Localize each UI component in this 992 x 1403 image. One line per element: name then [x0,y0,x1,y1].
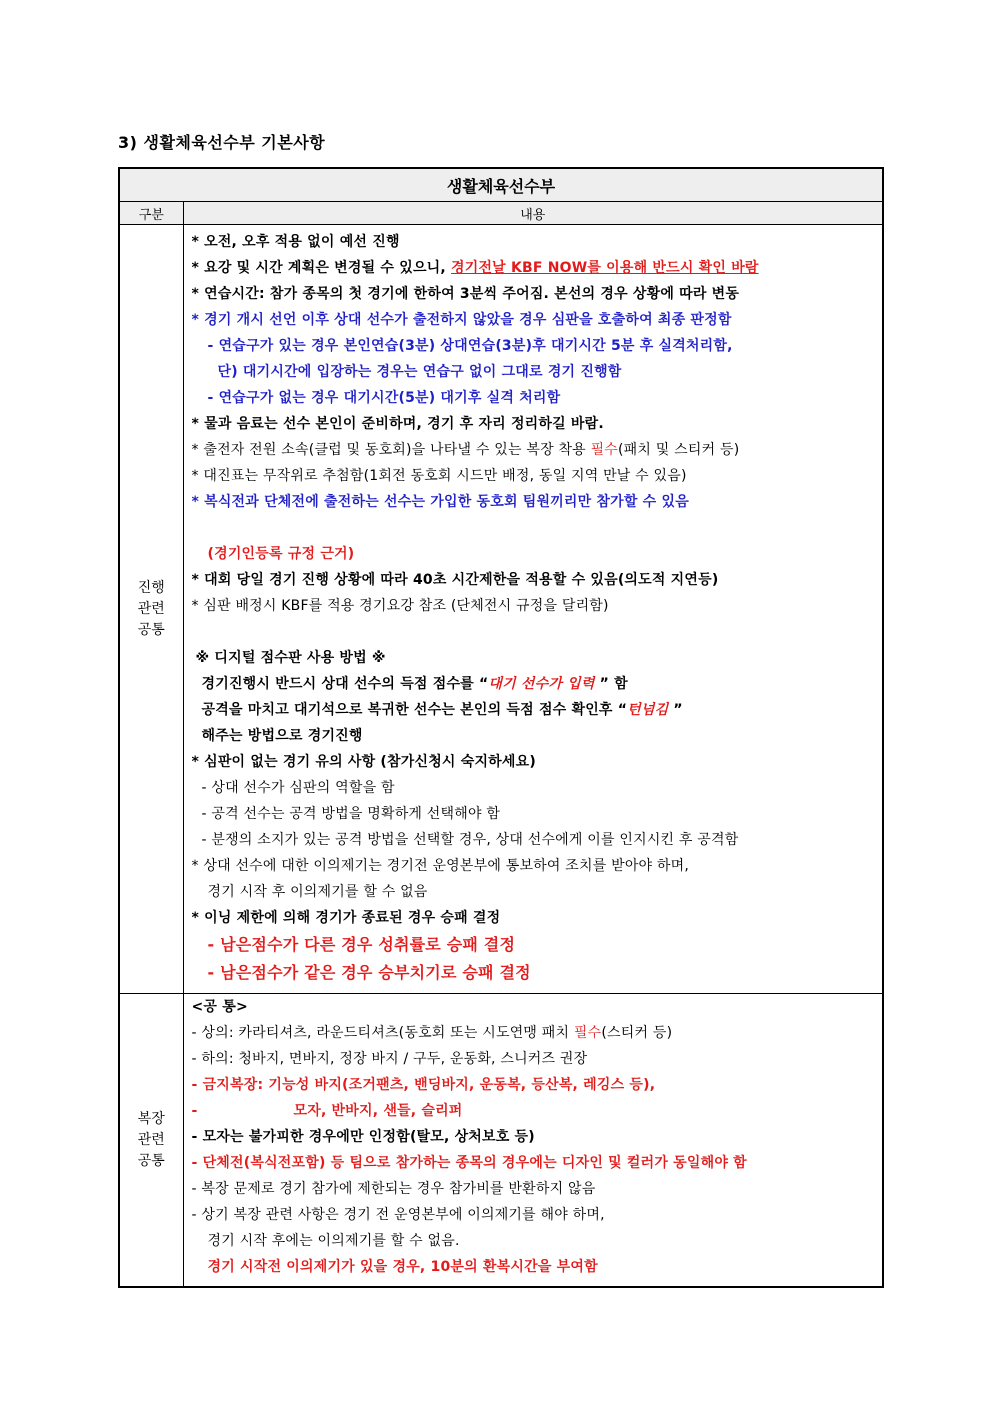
rule-line: - 하의: 청바지, 면바지, 정장 바지 / 구두, 운동화, 스니커즈 권장 [191,1051,588,1067]
rules-table [118,167,884,1288]
rule-line: * 이닝 제한에 의해 경기가 종료된 경우 승패 결정 [191,910,501,926]
scoreboard-heading: ※ 디지털 점수판 사용 방법 ※ [195,650,386,666]
rule-line: * 복식전과 단체전에 출전하는 선수는 가입한 동호회 팀원끼리만 참가할 수 있음 [191,494,689,510]
rule-line: - 복장 문제로 경기 참가에 제한되는 경우 참가비를 반환하지 않음 [191,1181,596,1197]
rule-line: 경기 시작 후에는 이의제기를 할 수 없음. [207,1233,460,1249]
category-progress: 진행 관련 공통 [119,225,183,994]
rule-line: 경기 시작전 이의제기가 있을 경우, 10분의 환복시간을 부여함 [207,1259,598,1275]
rule-line: - 모자, 반바지, 샌들, 슬리퍼 [191,1103,463,1119]
rule-line: - 모자는 불가피한 경우에만 인정함(탈모, 상처보호 등) [191,1129,535,1145]
rule-line: * 대회 당일 경기 진행 상황에 따라 40초 시간제한을 적용할 수 있음(의도적 지연등) [191,572,719,588]
rule-line: * 연습시간: 참가 종목의 첫 경기에 한하여 3분씩 주어짐. 본선의 경우 상황에 따라 변동 [191,286,740,302]
rule-line: * 대진표는 무작위로 추첨함(1회전 동호회 시드만 배정, 동일 지역 만날 수 있음) [191,468,687,484]
rule-line: 공격을 마치고 대기석으로 복귀한 선수는 본인의 득점 점수 확인후 “턴넘김 ” [201,702,683,718]
rule-line: - 상대 선수가 심판의 역할을 함 [201,780,395,796]
rule-line: <공 통> [191,999,248,1015]
rule-line: - 남은점수가 같은 경우 승부치기로 승패 결정 [207,963,531,982]
section-heading: 3) 생활체육선수부 기본사항 [118,133,326,152]
rule-line: - 남은점수가 다른 경우 성취률로 승패 결정 [207,935,516,954]
rule-line: * 물과 음료는 선수 본인이 준비하며, 경기 후 자리 정리하길 바람. [191,416,604,432]
rule-line: - 상기 복장 관련 사항은 경기 전 운영본부에 이의제기를 해야 하며, [191,1207,605,1223]
rule-line: (경기인등록 규정 근거) [207,546,355,562]
rule-line: * 출전자 전원 소속(클럽 및 동호회)을 나타낼 수 있는 복장 착용 필수(패치 및 스티커 등) [191,442,740,458]
col-header-content: 내용 [183,202,883,225]
rule-line: * 경기 개시 선언 이후 상대 선수가 출전하지 않았을 경우 심판을 호출하여 최종 판정함 [191,312,732,328]
rule-line: * 심판이 없는 경기 유의 사항 (참가신청시 숙지하세요) [191,754,536,770]
rule-line: - 공격 선수는 공격 방법을 명확하게 선택해야 함 [201,806,501,822]
rule-line: * 요강 및 시간 계획은 변경될 수 있으니, 경기전날 KBF NOW를 이용해 반드시 확인 바람 [191,260,759,276]
rule-line: * 심판 배정시 KBF를 적용 경기요강 참조 (단체전시 규정을 달리함) [191,598,609,614]
rule-line: * 상대 선수에 대한 이의제기는 경기전 운영본부에 통보하여 조치를 받아야 하며, [191,858,690,874]
rule-line: 경기 시작 후 이의제기를 할 수 없음 [207,884,428,900]
rule-line: 단) 대기시간에 입장하는 경우는 연습구 없이 그대로 경기 진행함 [217,364,622,380]
rule-line: 해주는 방법으로 경기진행 [201,728,363,744]
rule-line: 경기진행시 반드시 상대 선수의 득점 점수를 “대기 선수가 입력 ” 함 [201,676,628,692]
spacer [192,515,883,541]
spacer [192,619,883,645]
rule-line: - 단체전(복식전포함) 등 팀으로 참가하는 종목의 경우에는 디자인 및 컬러가 동일해야 함 [191,1155,747,1171]
table-title: 생활체육선수부 [119,168,883,202]
rule-line: - 연습구가 없는 경우 대기시간(5분) 대기후 실격 처리함 [207,390,561,406]
dress-rules [183,994,883,1288]
rule-line: - 분쟁의 소지가 있는 공격 방법을 선택할 경우, 상대 선수에게 이를 인지시킨 후 공격함 [201,832,739,848]
col-header-category: 구분 [119,202,183,225]
rule-line: * 오전, 오후 적용 없이 예선 진행 [191,234,400,250]
progress-rules [183,225,883,994]
rule-line: - 연습구가 있는 경우 본인연습(3분) 상대연습(3분)후 대기시간 5분 후 실격처리함, [207,338,733,354]
rule-line: - 금지복장: 기능성 바지(조거팬츠, 밴딩바지, 운동복, 등산복, 레깅스 등), [191,1077,656,1093]
category-dress: 복장 관련 공통 [119,994,183,1288]
rule-line: - 상의: 카라티셔츠, 라운드티셔츠(동호회 또는 시도연맹 패치 필수(스티커 등) [191,1025,673,1041]
